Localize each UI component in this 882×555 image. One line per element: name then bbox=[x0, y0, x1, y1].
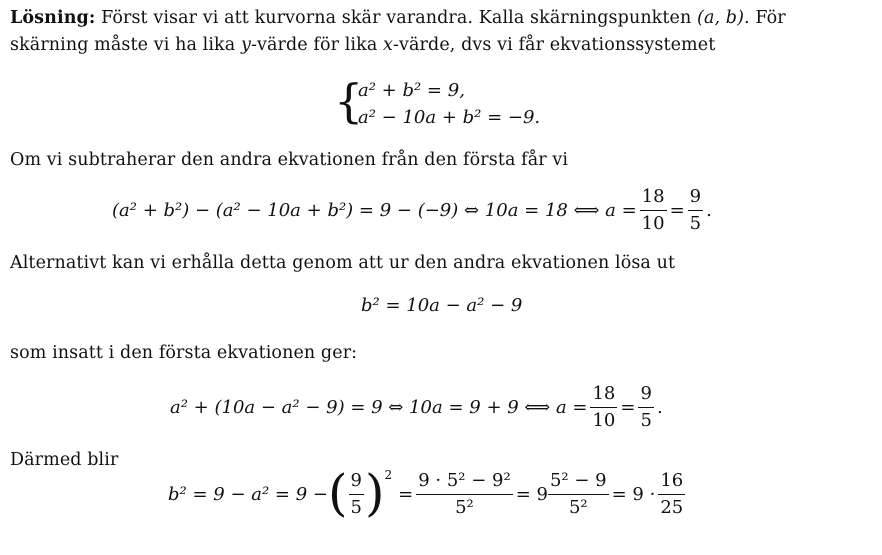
fraction-18-10 bbox=[640, 186, 667, 235]
fraction-denominator: 5 bbox=[350, 497, 362, 518]
equation-subtraction-lhs: (a² + b²) − (a² − 10a + b²) = 9 − (−9) ⇔ 10a = 18 ⟺ a = bbox=[112, 200, 637, 221]
system-equation-1: a² + b² = 9, bbox=[358, 80, 465, 101]
paragraph-system-intro bbox=[10, 35, 715, 55]
fraction-numerator: 18 bbox=[640, 186, 667, 211]
equals-nine: = 9 bbox=[515, 484, 548, 505]
fraction-numerator: 9 · 5² − 9² bbox=[416, 470, 512, 495]
fraction-numerator: 16 bbox=[658, 470, 685, 495]
paragraph-thus: Därmed blir bbox=[10, 450, 119, 470]
left-paren: ( bbox=[327, 463, 348, 522]
equation-system bbox=[358, 77, 540, 131]
period: . bbox=[706, 200, 712, 221]
intro-tail: . För bbox=[744, 8, 786, 28]
equation-subtraction bbox=[112, 186, 712, 235]
fraction-denominator: 10 bbox=[592, 410, 616, 431]
fraction-numerator: 18 bbox=[590, 383, 617, 408]
fraction-denominator: 5 bbox=[640, 410, 652, 431]
equation-b-squared-value bbox=[168, 463, 688, 522]
fraction-9-5 bbox=[638, 383, 653, 432]
equals-sign: = bbox=[398, 484, 414, 505]
system-intro-end: -värde, dvs vi får ekvationssystemet bbox=[393, 35, 716, 55]
fraction-denominator: 5 bbox=[689, 213, 702, 234]
exponent: 2 bbox=[384, 467, 393, 482]
equation-substitution bbox=[170, 383, 663, 432]
paragraph-alternative: Alternativt kan vi erhålla detta genom att ur den andra ekvationen lösa ut bbox=[10, 253, 676, 273]
fraction-16-25 bbox=[658, 470, 685, 519]
equals-sign: = bbox=[669, 200, 685, 221]
period: . bbox=[656, 397, 663, 418]
system-brace: { bbox=[334, 74, 364, 128]
equation-substitution-lhs: a² + (10a − a² − 9) = 9 ⇔ 10a = 9 + 9 ⟺ a = bbox=[170, 397, 588, 418]
fraction-9-5 bbox=[688, 186, 703, 235]
fraction-expression-1 bbox=[416, 470, 512, 519]
point-notation: (a, b) bbox=[697, 8, 745, 28]
equals-sign: = bbox=[620, 397, 636, 418]
fraction-denominator: 5² bbox=[568, 497, 588, 518]
fraction-numerator: 9 bbox=[349, 470, 364, 495]
fraction-numerator: 5² − 9 bbox=[548, 470, 609, 495]
fraction-numerator: 9 bbox=[688, 186, 703, 211]
fraction-denominator: 25 bbox=[660, 497, 684, 518]
system-equation-2: a² − 10a + b² = −9. bbox=[358, 107, 541, 128]
solution-label: Lösning: bbox=[10, 8, 96, 28]
fraction-expression-2 bbox=[548, 470, 609, 519]
variable-y: y bbox=[240, 35, 251, 55]
paragraph-subtract: Om vi subtraherar den andra ekvationen från den första får vi bbox=[10, 150, 569, 170]
right-paren: ) bbox=[364, 463, 385, 522]
variable-x: x bbox=[383, 35, 394, 55]
paragraph-solution-intro bbox=[10, 8, 786, 28]
equation-value-lhs: b² = 9 − a² = 9 − bbox=[168, 484, 328, 505]
fraction-denominator: 10 bbox=[641, 213, 665, 234]
fraction-9-5 bbox=[349, 470, 364, 519]
system-intro-text: skärning måste vi ha lika bbox=[10, 35, 241, 55]
equation-b-squared: b² = 10a − a² − 9 bbox=[361, 295, 523, 316]
fraction-18-10 bbox=[590, 383, 617, 432]
paragraph-substitute: som insatt i den första ekvationen ger: bbox=[10, 343, 358, 363]
equals-nine-times: = 9 · bbox=[611, 484, 656, 505]
fraction-numerator: 9 bbox=[638, 383, 653, 408]
intro-text: Först visar vi att kurvorna skär varandra. Kalla skärningspunkten bbox=[95, 8, 698, 28]
fraction-denominator: 5² bbox=[455, 497, 474, 518]
system-intro-mid: -värde för lika bbox=[250, 35, 384, 55]
